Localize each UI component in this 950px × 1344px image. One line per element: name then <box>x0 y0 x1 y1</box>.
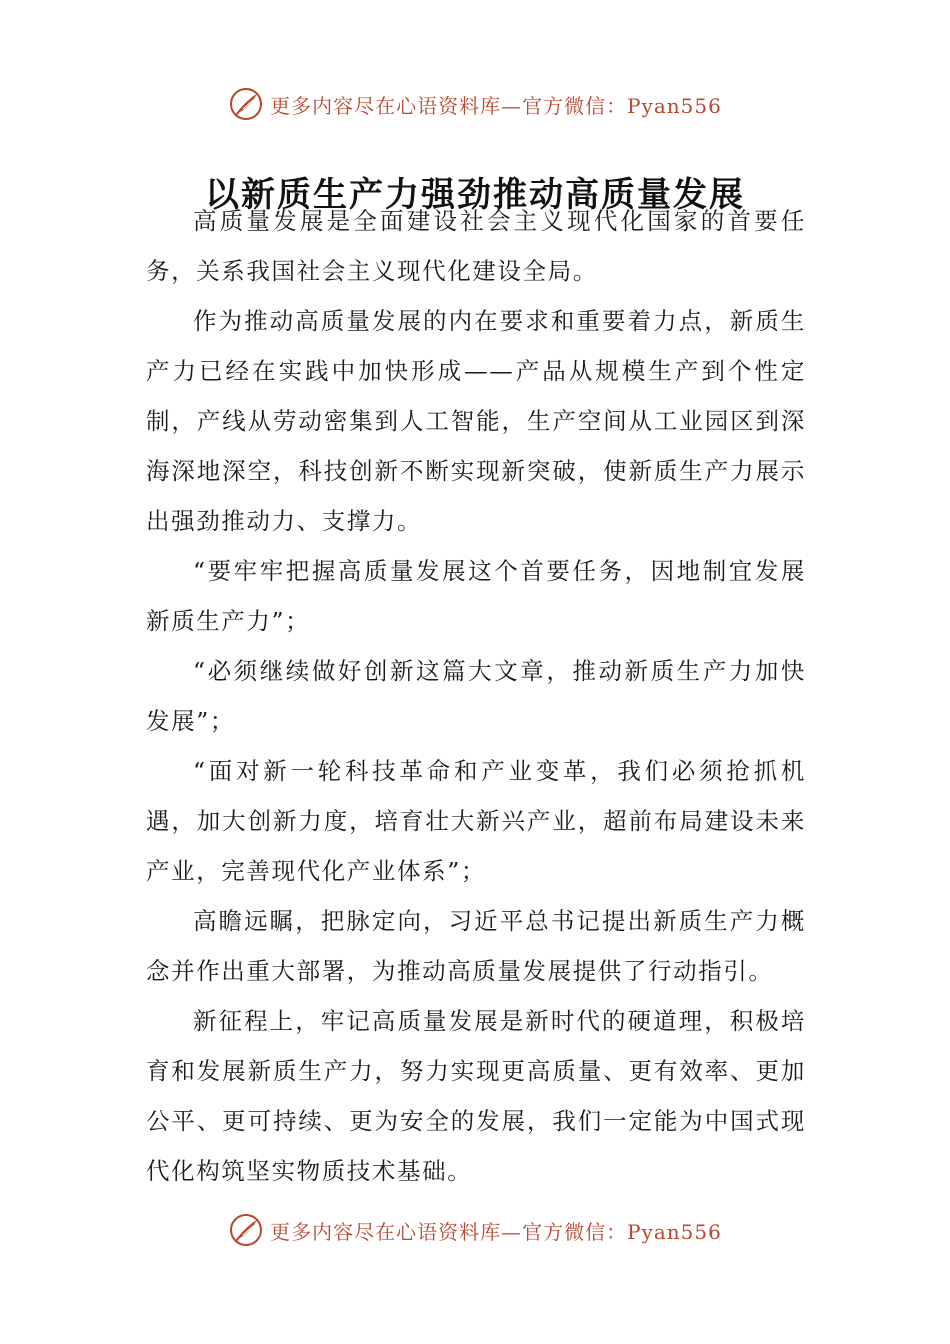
footer-watermark-banner <box>0 1210 950 1250</box>
document-title: 以新质生产力强劲推动高质量发展 <box>205 174 745 215</box>
header-watermark-banner <box>0 84 950 124</box>
paragraph: 作为推动高质量发展的内在要求和重要着力点，新质生产力已经在实践中加快形成——产品从规模生产到个性定制，产线从劳动密集到人工智能，生产空间从工业园区到深海深地深空，科技创新不断实现新突破，使新质生产力展示出强劲推动力、支撑力。 <box>146 307 806 535</box>
feather-pen-logo-icon <box>228 86 264 122</box>
paragraph: 高瞻远瞩，把脉定向，习近平总书记提出新质生产力概念并作出重大部署，为推动高质量发展提供了行动指引。 <box>146 907 806 985</box>
quote-paragraph: “要牢牢把握高质量发展这个首要任务，因地制宜发展新质生产力”； <box>146 557 806 635</box>
feather-pen-logo-icon <box>228 1212 264 1248</box>
article-body <box>146 196 806 1196</box>
paragraph: 新征程上，牢记高质量发展是新时代的硬道理，积极培育和发展新质生产力，努力实现更高质量、更有效率、更加公平、更可持续、更为安全的发展，我们一定能为中国式现代化构筑坚实物质技术基础。 <box>146 1007 806 1185</box>
quote-paragraph: “面对新一轮科技革命和产业变革，我们必须抢抓机遇，加大创新力度，培育壮大新兴产业，超前布局建设未来产业，完善现代化产业体系”； <box>146 757 806 885</box>
watermark-text: 更多内容尽在心语资料库—官方微信：Pyan556 <box>270 93 722 118</box>
watermark-text: 更多内容尽在心语资料库—官方微信：Pyan556 <box>270 1219 722 1244</box>
quote-paragraph: “必须继续做好创新这篇大文章，推动新质生产力加快发展”； <box>146 657 806 735</box>
paragraph: 高质量发展是全面建设社会主义现代化国家的首要任务，关系我国社会主义现代化建设全局。 <box>146 207 806 285</box>
